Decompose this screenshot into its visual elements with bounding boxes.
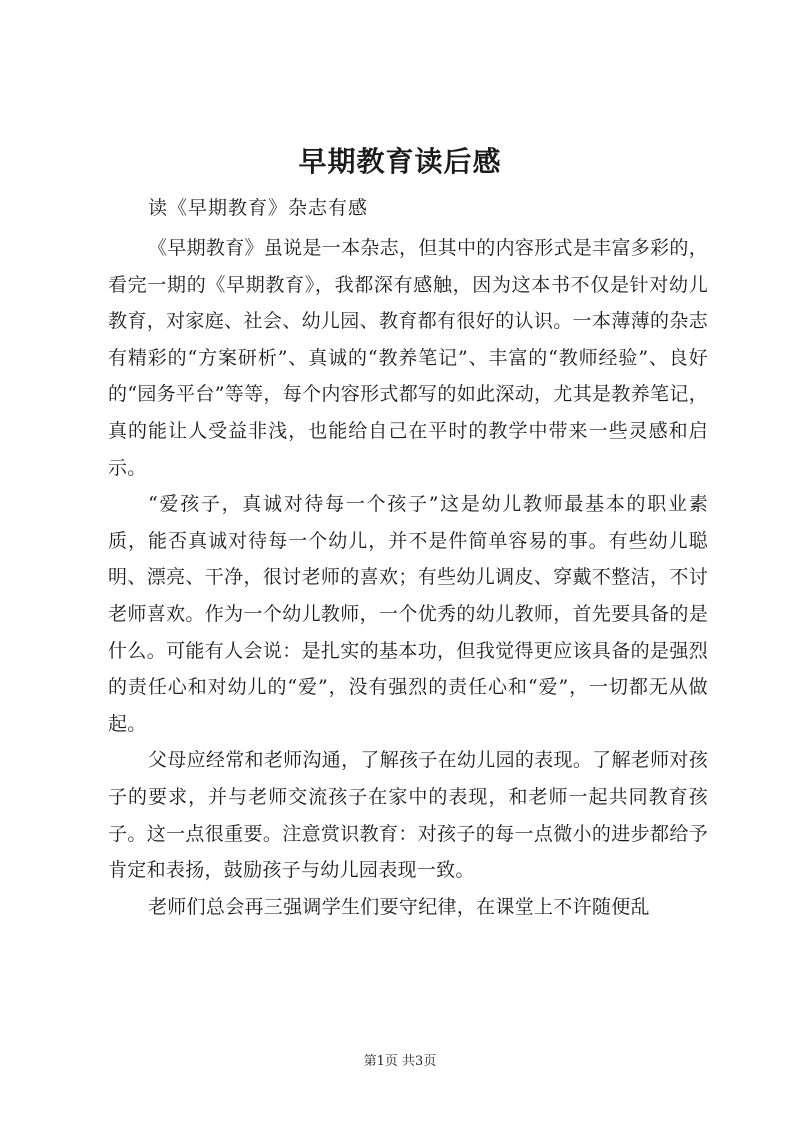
body-text (108, 230, 708, 925)
subtitle: 读《早期教育》杂志有感 (148, 197, 369, 219)
paragraph-4: 老师们总会再三强调学生们要守纪律，在课堂上不许随便乱 (148, 895, 650, 918)
paragraph-2: “爱孩子，真诚对待每一个孩子”这是幼儿教师最基本的职业素质，能否真诚对待每一个幼儿，并不是件简单容易的事。有些幼儿聪明、漂亮、干净，很讨老师的喜欢；有些幼儿调皮、穿戴不整洁，不讨老师喜欢。作为一个幼儿教师，一个优秀的幼儿教师，首先要具备的是什么。可能有人会说：是扎实的基本功，但我觉得更应该具备的是强烈的责任心和对幼儿的“爱”，没有强烈的责任心和“爱”，一切都无从做起。 (108, 493, 708, 735)
paragraph-3: 父母应经常和老师沟通，了解孩子在幼儿园的表现。了解老师对孩子的要求，并与老师交流孩子在家中的表现，和老师一起共同教育孩子。这一点很重要。注意赏识教育：对孩子的每一点微小的进步都给予肯定和表扬，鼓励孩子与幼儿园表现一致。 (108, 749, 708, 882)
page-footer: 第1页 共3页 (363, 1054, 437, 1069)
page-title: 早期教育读后感 (298, 145, 502, 178)
paragraph-1: 《早期教育》虽说是一本杂志，但其中的内容形式是丰富多彩的，看完一期的《早期教育》，我都深有感触，因为这本书不仅是针对幼儿教育，对家庭、社会、幼儿园、教育都有很好的认识。一本薄薄的杂志有精彩的“方案研析”、真诚的“教养笔记”、丰富的“教师经验”、良好的“园务平台”等等，每个内容形式都写的如此深动，尤其是教养笔记，真的能让人受益非浅，也能给自己在平时的教学中带来一些灵感和启示。 (108, 237, 708, 479)
